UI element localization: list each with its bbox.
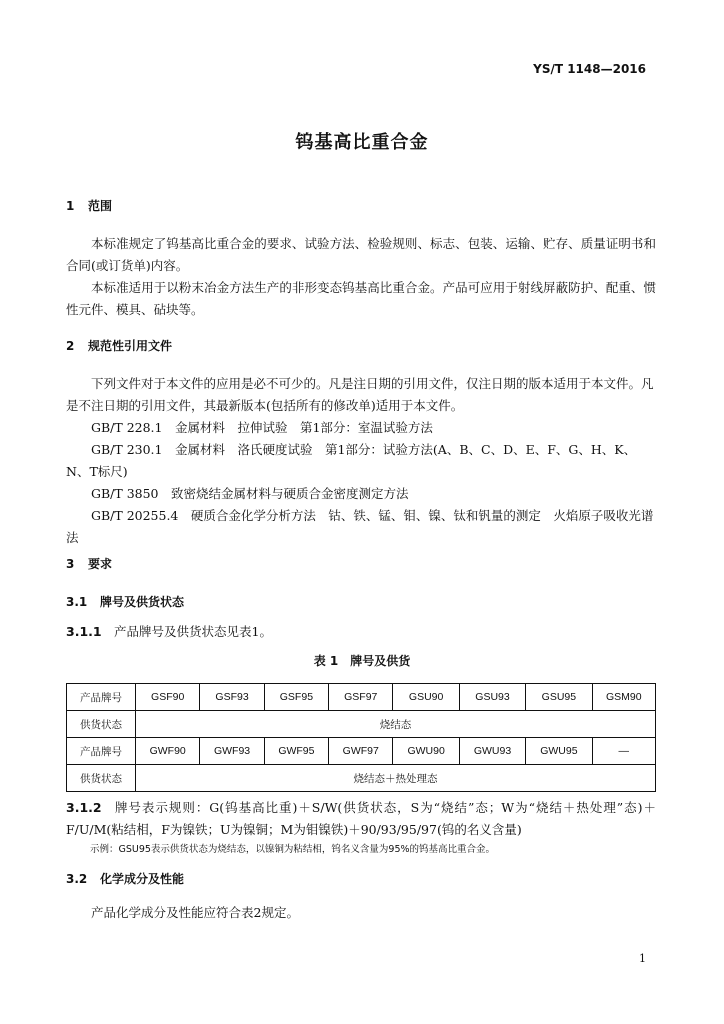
supply-state-cell: 烧结态＋热处理态 xyxy=(136,765,656,792)
clause-3-2-text: 产品化学成分及性能应符合表2规定。 xyxy=(91,905,299,920)
subsection-number: 3.1 xyxy=(66,595,88,609)
clause-text: 产品牌号及供货状态见表1。 xyxy=(114,624,272,639)
section-title: 范围 xyxy=(88,199,113,213)
grade-cell: GSF95 xyxy=(264,684,328,711)
table-row xyxy=(67,711,656,738)
grade-cell: GSF90 xyxy=(136,684,200,711)
subsection-3-1-heading xyxy=(66,593,184,610)
grade-cell: GWF93 xyxy=(200,738,264,765)
clause-number: 3.1.1 xyxy=(66,624,102,639)
reference-item: GB/T 230.1 金属材料 洛氏硬度试验 第1部分：试验方法(A、B、C、D、E、F、G、H、K、N、T标尺) xyxy=(66,442,637,479)
grade-cell: GWF90 xyxy=(136,738,200,765)
paragraph: 下列文件对于本文件的应用是必不可少的。凡是注日期的引用文件，仅注日期的版本适用于本文件。凡是不注日期的引用文件，其最新版本(包括所有的修改单)适用于本文件。 xyxy=(66,376,654,413)
section-number: 3 xyxy=(66,557,75,571)
supply-state-cell: 烧结态 xyxy=(136,711,656,738)
grade-cell: GWF97 xyxy=(329,738,393,765)
grade-cell: GSF93 xyxy=(200,684,264,711)
reference-item: GB/T 3850 致密烧结金属材料与硬质合金密度测定方法 xyxy=(91,486,409,501)
grade-cell: GSM90 xyxy=(592,684,655,711)
clause-text xyxy=(66,797,656,841)
table-row xyxy=(67,684,656,711)
reference-item: GB/T 228.1 金属材料 拉伸试验 第1部分：室温试验方法 xyxy=(91,420,433,435)
grade-cell: GSU93 xyxy=(459,684,525,711)
section-2-body xyxy=(66,373,656,549)
row-label: 供货状态 xyxy=(67,765,136,792)
page-number: 1 xyxy=(639,952,646,965)
standard-code: YS/T 1148—2016 xyxy=(533,62,646,76)
grade-cell: GWF95 xyxy=(264,738,328,765)
paragraph: 本标准规定了钨基高比重合金的要求、试验方法、检验规则、标志、包装、运输、贮存、质量证明书和合同(或订货单)内容。 xyxy=(66,236,656,273)
document-title: 钨基高比重合金 xyxy=(295,132,429,153)
table-row xyxy=(67,738,656,765)
clause-body: 牌号表示规则：G(钨基高比重)＋S/W(供货状态，S为“烧结”态；W为“烧结＋热处理”态)＋F/U/M(粘结相，F为镍铁；U为镍铜；M为钼镍铁)＋90/93/95/97(钨的名义含量) xyxy=(66,800,656,837)
grade-table xyxy=(66,683,656,792)
grade-cell: GWU95 xyxy=(526,738,592,765)
section-1-heading xyxy=(66,197,112,214)
grade-cell: GWU93 xyxy=(459,738,525,765)
paragraph: 本标准适用于以粉末冶金方法生产的非形变态钨基高比重合金。产品可应用于射线屏蔽防护、配重、惯性元件、模具、砧块等。 xyxy=(66,280,656,317)
clause-3-1-2 xyxy=(66,797,656,841)
subsection-number: 3.2 xyxy=(66,872,88,886)
row-label: 产品牌号 xyxy=(67,738,136,765)
subsection-title: 化学成分及性能 xyxy=(100,872,185,886)
section-1-body xyxy=(66,233,656,321)
row-label: 供货状态 xyxy=(67,711,136,738)
section-title: 规范性引用文件 xyxy=(88,339,173,353)
clause-number: 3.1.2 xyxy=(66,800,102,815)
grade-cell: GSU95 xyxy=(526,684,592,711)
table-row xyxy=(67,765,656,792)
subsection-3-2-heading xyxy=(66,870,184,887)
subsection-title: 牌号及供货状态 xyxy=(100,595,185,609)
grade-cell: GSF97 xyxy=(329,684,393,711)
reference-item: GB/T 20255.4 硬质合金化学分析方法 钴、铁、锰、钼、镍、钛和钒量的测定 火焰原子吸收光谱法 xyxy=(66,508,654,545)
clause-3-1-1 xyxy=(66,622,272,640)
section-number: 2 xyxy=(66,339,75,353)
example-note: 示例：GSU95表示供货状态为烧结态，以镍铜为粘结相，钨名义含量为95%的钨基高比重合金。 xyxy=(90,844,496,855)
grade-cell: GWU90 xyxy=(393,738,459,765)
section-number: 1 xyxy=(66,199,75,213)
grade-cell: GSU90 xyxy=(393,684,459,711)
section-2-heading xyxy=(66,337,172,354)
row-label: 产品牌号 xyxy=(67,684,136,711)
grade-cell: — xyxy=(592,738,655,765)
section-title: 要求 xyxy=(88,557,113,571)
table-caption: 表 1 牌号及供货 xyxy=(313,654,411,668)
section-3-heading xyxy=(66,555,112,572)
